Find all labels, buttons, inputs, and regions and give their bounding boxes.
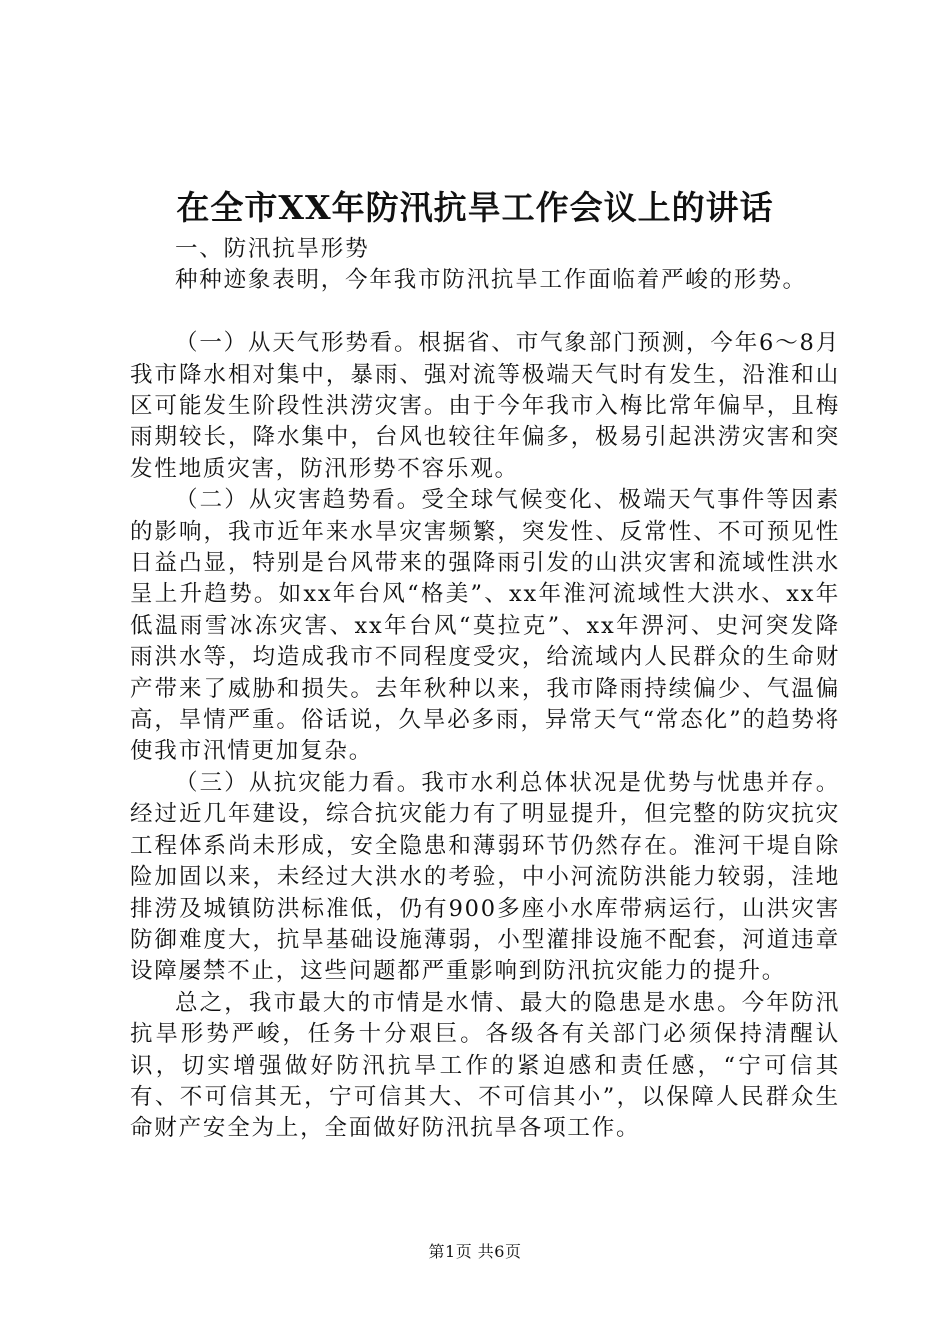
paragraph-spacer (130, 297, 840, 328)
page-indicator: 第1页 共6页 (428, 1242, 522, 1261)
document-title: 在全市XX年防汛抗旱工作会议上的讲话 (176, 188, 774, 227)
section-heading: 一、防汛抗旱形势 (175, 236, 370, 262)
paragraph-weather: （一）从天气形势看。根据省、市气象部门预测，今年6～8月我市降水相对集中，暴雨、强对流等极端天气时有发生，沿淮和山区可能发生阶段性洪涝灾害。由于今年我市入梅比常年偏早，且梅雨期较长，降水集中，台风也较往年偏多，极易引起洪涝灾害和突发性地质灾害，防汛形势不容乐观。 (130, 330, 840, 482)
paragraph-capability: （三）从抗灾能力看。我市水利总体状况是优势与忧患并存。经过近几年建设，综合抗灾能力有了明显提升，但完整的防灾抗灾工程体系尚未形成，安全隐患和薄弱环节仍然存在。淮河干堤自除险加固以来，未经过大洪水的考验，中小河流防洪能力较弱，洼地排涝及城镇防洪标准低，仍有900多座小水库带病运行，山洪灾害防御难度大，抗旱基础设施薄弱，小型灌排设施不配套，河道违章设障屡禁不止，这些问题都严重影响到防汛抗灾能力的提升。 (130, 769, 840, 985)
document-body (130, 234, 840, 1145)
paragraph-disaster-trend: （二）从灾害趋势看。受全球气候变化、极端天气事件等因素的影响，我市近年来水旱灾害频繁，突发性、反常性、不可预见性日益凸显，特别是台风带来的强降雨引发的山洪灾害和流域性洪水呈上升趋势。如xx年台风“格美”、xx年淮河流域性大洪水、xx年低温雨雪冰冻灾害、xx年台风“莫拉克”、xx年淠河、史河突发降雨洪水等，均造成我市不同程度受灾，给流域内人民群众的生命财产带来了威胁和损失。去年秋种以来，我市降雨持续偏少、气温偏高，旱情严重。俗话说，久旱必多雨，异常天气“常态化”的趋势将使我市汛情更加复杂。 (130, 487, 840, 765)
intro-paragraph: 种种迹象表明，今年我市防汛抗旱工作面临着严峻的形势。 (175, 267, 807, 294)
paragraph-summary: 总之，我市最大的市情是水情、最大的隐患是水患。今年防汛抗旱形势严峻，任务十分艰巨。各级各有关部门必须保持清醒认识，切实增强做好防汛抗旱工作的紧迫感和责任感，“宁可信其有、不可信其无，宁可信其大、不可信其小”，以保障人民群众生命财产安全为上，全面做好防汛抗旱各项工作。 (130, 989, 840, 1142)
